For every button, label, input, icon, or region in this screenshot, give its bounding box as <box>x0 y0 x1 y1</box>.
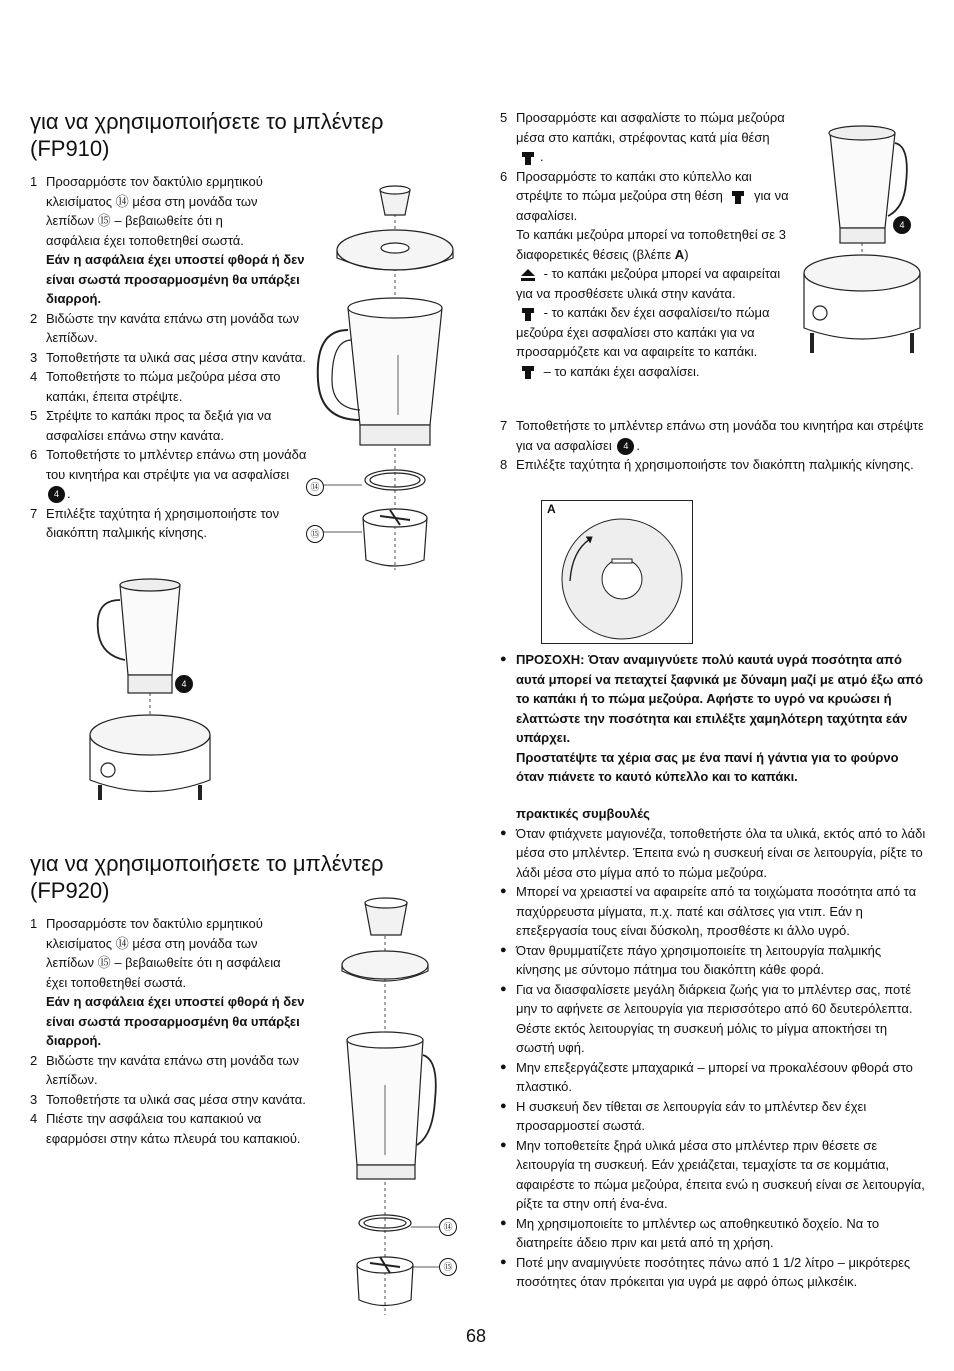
step-8: 8 Επιλέξτε ταχύτητα ή χρησιμοποιήστε τον διακόπτη παλμικής κίνησης. <box>500 457 914 472</box>
page-number: 68 <box>466 1326 487 1346</box>
fp920-assembled-diagram <box>800 118 930 363</box>
tip-item: ● Μπορεί να χρειαστεί να αφαιρείτε από τα τοιχώματα ποσότητα από τα παχύρρευστα μίγματα, π.χ. πατέ και σάλτσες για ντιπ. Εάν η επεξεργασία τους είναι δύσκολη, προσθέστε κι άλλο υγρό. <box>500 882 928 941</box>
step-1: 1 Προσαρμόστε τον δακτύλιο ερμητικού κλεισίματος ⑭ μέσα στη μονάδα των λεπίδων ⑮ – βεβαιωθείτε ότι η ασφάλεια έχει τοποθετηθεί σωστά. Εάν η ασφάλεια έχει υποστεί φθορά ή δεν είναι σωστά προσαρμοσμένη θα υπάρξει διαρροή. <box>30 174 305 306</box>
lock-one-position-icon <box>519 150 537 166</box>
blade-label: ⑮ <box>306 525 324 543</box>
fp920-exploded-diagram <box>335 895 440 1320</box>
right-steps-upper <box>500 108 792 381</box>
step-3: 3 Τοποθετήστε τα υλικά σας μέσα στην κανάτα. <box>30 1091 306 1107</box>
blade-label: ⑮ <box>439 1258 457 1276</box>
step-2: 2 Βιδώστε την κανάτα επάνω στη μονάδα των λεπίδων. <box>30 1052 299 1087</box>
locked-lid-icon <box>519 364 537 380</box>
tip-item: ● Για να διασφαλίσετε μεγάλη διάρκεια ζωής για το μπλέντερ σας, ποτέ μην το αφήνετε σε λειτουργία για περισσότερο από 60 δευτερόλεπτα. Θέστε εκτός λειτουργίας τη συσκευή μόλις το μίγμα αποκτήσει τη σωστή υφή. <box>500 980 928 1058</box>
tip-item: ● Μην τοποθετείτε ξηρά υλικά μέσα στο μπλέντερ πριν θέσετε σε λειτουργία τη συσκευή. Εάν χρειάζεται, τεμαχίστε τα σε κομμάτια, αφαιρέστε το πώμα μεζούρα, έπειτα ενώ η συσκευή είναι σε λειτουργία, ρίξτε τα στην οπή ένα-ένα. <box>500 1136 928 1214</box>
fp920-title: για να χρησιμοποιήσετε το μπλέντερ (FP920) <box>30 851 384 903</box>
fp910-title: για να χρησιμοποιήσετε το μπλέντερ (FP910) <box>30 109 384 161</box>
tip-item: ● Μη χρησιμοποιείτε το μπλέντερ ως αποθηκευτικό δοχείο. Να το διατηρείτε άδειο πριν και μετά από τη χρήση. <box>500 1214 928 1253</box>
right-steps-lower <box>500 416 925 475</box>
tip-item: ● Όταν φτιάχνετε μαγιονέζα, τοποθετήστε όλα τα υλικά, εκτός από το λάδι μέσα στο μπλέντερ. Έπειτα ενώ η συσκευή είναι σε λειτουργία, ρίξτε το λάδι μέσα στο μίγμα από το πώμα μεζούρα. <box>500 824 928 883</box>
ring-label: ⑭ <box>306 478 324 496</box>
tip-item: ● Μην επεξεργάζεστε μπαχαρικά – μπορεί να προκαλέσουν φθορά στο πλαστικό. <box>500 1058 928 1097</box>
figure-a-label: A <box>547 502 556 516</box>
figure-a <box>541 500 693 644</box>
eject-icon <box>519 267 537 283</box>
step-1: 1 Προσαρμόστε τον δακτύλιο ερμητικού κλεισίματος ⑭ μέσα στη μονάδα των λεπίδων ⑮ – βεβαιωθείτε ότι η ασφάλεια έχει τοποθετηθεί σωστά. Εάν η ασφάλεια έχει υποστεί φθορά ή δεν είναι σωστά προσαρμοσμένη θα υπάρξει διαρροή. <box>30 916 305 1048</box>
lid-positions-diagram <box>542 501 692 643</box>
step-6: 6 Τοποθετήστε το μπλέντερ επάνω στη μονάδα του κινητήρα και στρέψτε για να ασφαλίσει 4 . <box>30 445 310 504</box>
fp910-assembled-diagram <box>80 575 220 805</box>
unlocked-lid-icon <box>519 306 537 322</box>
tip-item: ● Ποτέ μην αναμιγνύετε ποσότητες πάνω από 1 1/2 λίτρο – μικρότερες ποσότητες όταν πρόκειται για υγρά με αφρό όπως μιλκσέικ. <box>500 1253 928 1292</box>
step-2: 2 Βιδώστε την κανάτα επάνω στη μονάδα των λεπίδων. <box>30 310 299 345</box>
step-5: 5 Στρέψτε το καπάκι προς τα δεξιά για να ασφαλίσει επάνω στην κανάτα. <box>30 408 272 443</box>
step-4: 4 Τοποθετήστε το πώμα μεζούρα μέσα στο καπάκι, έπειτα στρέψτε. <box>30 369 281 404</box>
ring-label: ⑭ <box>439 1218 457 1236</box>
tips-title: πρακτικές συμβουλές <box>516 806 650 821</box>
tips-section <box>500 804 928 1292</box>
step-3: 3 Τοποθετήστε τα υλικά σας μέσα στην κανάτα. <box>30 349 306 365</box>
warning-caution: ● ΠΡΟΣΟΧΗ: Όταν αναμιγνύετε πολύ καυτά υγρά ποσότητα από αυτά μπορεί να πεταχτεί ξαφνικά με δύναμη μαζί με ατμό έξω από το καπάκι ή το πώμα μεζούρα. Αφήστε το υγρό να κρυώσει ή ελαττώστε την ποσότητα και επιλέξτε χαμηλότερη ταχύτητα εάν υπάρχει. Προστατέψτε τα χέρια σας με ένα πανί ή γάντια για το φούρνο όταν πιάνετε το καυτό κύπελλο και το καπάκι. <box>500 650 925 787</box>
step-7: 7 Τοποθετήστε το μπλέντερ επάνω στη μονάδα του κινητήρα και στρέψτε για να ασφαλίσει 4 . <box>500 416 925 455</box>
warning-block <box>500 650 925 787</box>
fig-ref-4-icon: 4 <box>893 216 911 234</box>
step-5: 5 Προσαρμόστε και ασφαλίστε το πώμα μεζούρα μέσα στο καπάκι, στρέφοντας κατά μία θέση . <box>500 110 785 164</box>
tip-item: ● Όταν θρυμματίζετε πάγο χρησιμοποιείτε τη λειτουργία παλμικής κίνησης με σύντομο πάτημα του διακόπτη κάθε φορά. <box>500 941 928 980</box>
step-4: 4 Πιέστε την ασφάλεια του καπακιού να εφαρμόσει στην κάτω πλευρά του καπακιού. <box>30 1111 301 1146</box>
ref-4-icon: 4 <box>48 486 65 503</box>
tip-item: ● Η συσκευή δεν τίθεται σε λειτουργία εάν το μπλέντερ δεν έχει προσαρμοστεί σωστά. <box>500 1097 928 1136</box>
step-7: 7 Επιλέξτε ταχύτητα ή χρησιμοποιήστε τον διακόπτη παλμικής κίνησης. <box>30 505 280 540</box>
fig-ref-4-icon: 4 <box>175 675 193 693</box>
warning-text: Εάν η ασφάλεια έχει υποστεί φθορά ή δεν είναι σωστά προσαρμοσμένη θα υπάρξει διαρροή. <box>46 994 305 1048</box>
fp910-exploded-diagram <box>310 180 460 575</box>
warning-text: Εάν η ασφάλεια έχει υποστεί φθορά ή δεν είναι σωστά προσαρμοσμένη θα υπάρξει διαρροή. <box>46 252 305 306</box>
lock-position-icon <box>729 189 747 205</box>
fp920-steps <box>30 914 315 1148</box>
step-6: 6 Προσαρμόστε το καπάκι στο κύπελλο και στρέψτε το πώμα μεζούρα στη θέση για να ασφαλίσει. Το καπάκι μεζούρα μπορεί να τοποθετηθεί σε 3 διαφορετικές θέσεις (βλέπε A) - το καπάκι μεζούρα μπορεί να αφαιρείται για να προσθέσετε υλικά στην κανάτα. - το καπάκι δεν έχει ασφαλίσει/το πώμα μεζούρα έχει ασφαλίσει στο καπάκι για να προσαρμόζετε και να αφαιρείτε το καπάκι. – το καπάκι έχει ασφαλίσει. <box>500 168 789 379</box>
ref-4-icon: 4 <box>617 438 634 455</box>
fp910-steps <box>30 172 310 543</box>
